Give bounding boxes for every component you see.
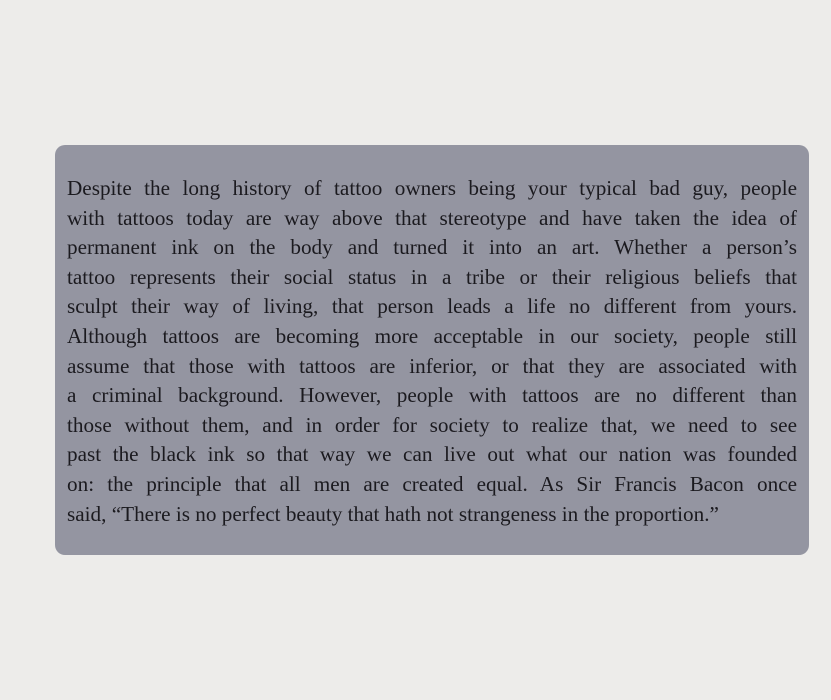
- text-line: said, “There is no perfect beauty that hath not strangeness in the proportion.”: [67, 501, 719, 526]
- text-line: with tattoos today are way above that stereotype and have taken the idea of: [67, 205, 797, 230]
- text-line: on: the principle that all men are created equal. As Sir Francis Bacon once: [67, 471, 797, 496]
- quote-callout-box: [55, 145, 809, 555]
- text-line: permanent ink on the body and turned it into an art. Whether a person’s: [67, 235, 797, 260]
- text-line: those without them, and in order for society to realize that, we need to see: [67, 412, 797, 437]
- body-paragraph: [67, 174, 797, 529]
- text-line: past the black ink so that way we can live out what our nation was founded: [67, 442, 797, 467]
- text-line: tattoo represents their social status in a tribe or their religious beliefs that: [67, 264, 797, 289]
- text-line: a criminal background. However, people with tattoos are no different than: [67, 383, 797, 408]
- text-line: Despite the long history of tattoo owners being your typical bad guy, people: [67, 176, 797, 200]
- text-line: Although tattoos are becoming more acceptable in our society, people still: [67, 323, 797, 348]
- text-line: sculpt their way of living, that person leads a life no different from yours.: [67, 294, 797, 319]
- text-line: assume that those with tattoos are inferior, or that they are associated with: [67, 353, 797, 378]
